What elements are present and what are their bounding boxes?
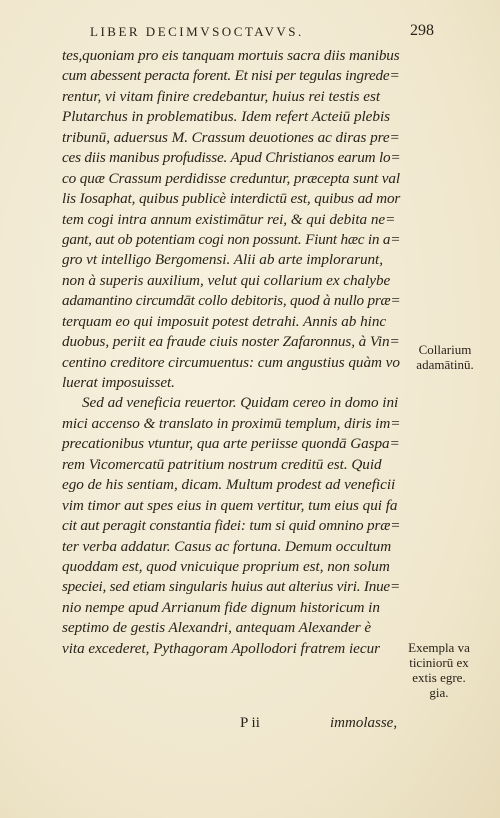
signature-mark: P ii bbox=[240, 715, 260, 731]
text-line: ter verba addatur. Casus ac fortuna. Demum occultum bbox=[62, 537, 392, 555]
text-line: terquam eo qui imposuit potest detrahi. Annis ab hinc bbox=[62, 312, 387, 330]
catchword: immolasse, bbox=[330, 715, 398, 731]
margin-note-line: adamātinū. bbox=[416, 357, 474, 372]
text-line: gant, aut ob potentiam cogi non possunt. Fiunt hæc in a= bbox=[62, 230, 401, 248]
page-number: 298 bbox=[410, 22, 434, 39]
text-line: septimo de gestis Alexandri, antequam Alexander è bbox=[62, 619, 372, 637]
text-line: cum abessent peracta forent. Et nisi per tegulas ingrede= bbox=[62, 67, 400, 85]
text-line: tribunū, aduersus M. Crassum deuotiones ac diras pre= bbox=[62, 128, 400, 146]
margin-note-line: ticiniorū ex bbox=[409, 655, 469, 670]
margin-note-line: Exempla va bbox=[408, 640, 470, 655]
margin-note-exempla bbox=[398, 640, 480, 700]
main-text-block bbox=[62, 46, 402, 659]
margin-note-line: extis egre. bbox=[412, 670, 466, 685]
text-line: gro vt intelligo Bergomensi. Alii ab arte implorarunt, bbox=[62, 251, 384, 269]
running-head: LIBER DECIMVSOCTAVVS. bbox=[90, 24, 304, 39]
text-line: luerat imposuisset. bbox=[62, 374, 175, 391]
text-line: nio nempe apud Arrianum fide dignum historicum in bbox=[62, 598, 380, 616]
margin-note-line: Collarium bbox=[418, 342, 472, 357]
text-line: lis Iosaphat, quibus publicè interdictū est, quibus ad mor bbox=[62, 190, 401, 208]
text-line: Plutarchus in problematibus. Idem refert Acteiū plebis bbox=[62, 108, 391, 126]
text-line: rem Vicomercatū patritium nostrum creditū est. Quid bbox=[62, 455, 382, 473]
text-line: non à superis auxilium, velut qui collarium ex chalybe bbox=[62, 271, 391, 289]
margin-note-collarium bbox=[404, 342, 486, 372]
page-header bbox=[62, 24, 434, 42]
text-line: tes,quoniam pro eis tanquam mortuis sacra diis manibus bbox=[62, 47, 400, 64]
text-line: quoddam est, quod vnicuique proprium est, non solum bbox=[62, 557, 390, 575]
text-line: duobus, periit ea fraude ciuis noster Zafaronnus, à Vin= bbox=[62, 333, 400, 351]
margin-note-line: gia. bbox=[429, 685, 449, 700]
text-line: co quæ Crassum perdidisse creduntur, præcepta sunt val bbox=[62, 169, 400, 187]
text-line: mici accenso & translato in proximū templum, diris im= bbox=[62, 414, 401, 432]
text-line: cit aut peragit constantia fidei: tum si quid omnino præ= bbox=[62, 517, 401, 535]
text-line: ces diis manibus profudisse. Apud Christianos earum lo= bbox=[62, 149, 401, 167]
text-line: adamantino circumdāt collo debitoris, quod à nullo præ= bbox=[62, 292, 401, 310]
text-line: precationibus vtuntur, qua arte periisse quondā Gaspa= bbox=[62, 435, 400, 453]
text-line: vita excederet, Pythagoram Apollodori fratrem iecur bbox=[62, 639, 381, 657]
text-line: Sed ad veneficia reuertor. Quidam cereo in domo ini bbox=[82, 394, 399, 412]
text-line: rentur, vi vitam finire credebantur, huius rei testis est bbox=[62, 87, 381, 105]
text-line: vim timor aut spes eius in quem vertitur, tum eius qui fa bbox=[62, 496, 398, 514]
text-line: speciei, sed etiam singularis huius aut alterius viri. Inue= bbox=[62, 578, 400, 596]
text-line: tem cogi intra annum existimātur rei, & qui debita ne= bbox=[62, 210, 396, 228]
text-line: centino creditore circumuentus: cum angustius quàm vo bbox=[62, 353, 400, 371]
text-line: ego de his sentiam, dicam. Multum prodest ad veneficii bbox=[62, 476, 396, 494]
